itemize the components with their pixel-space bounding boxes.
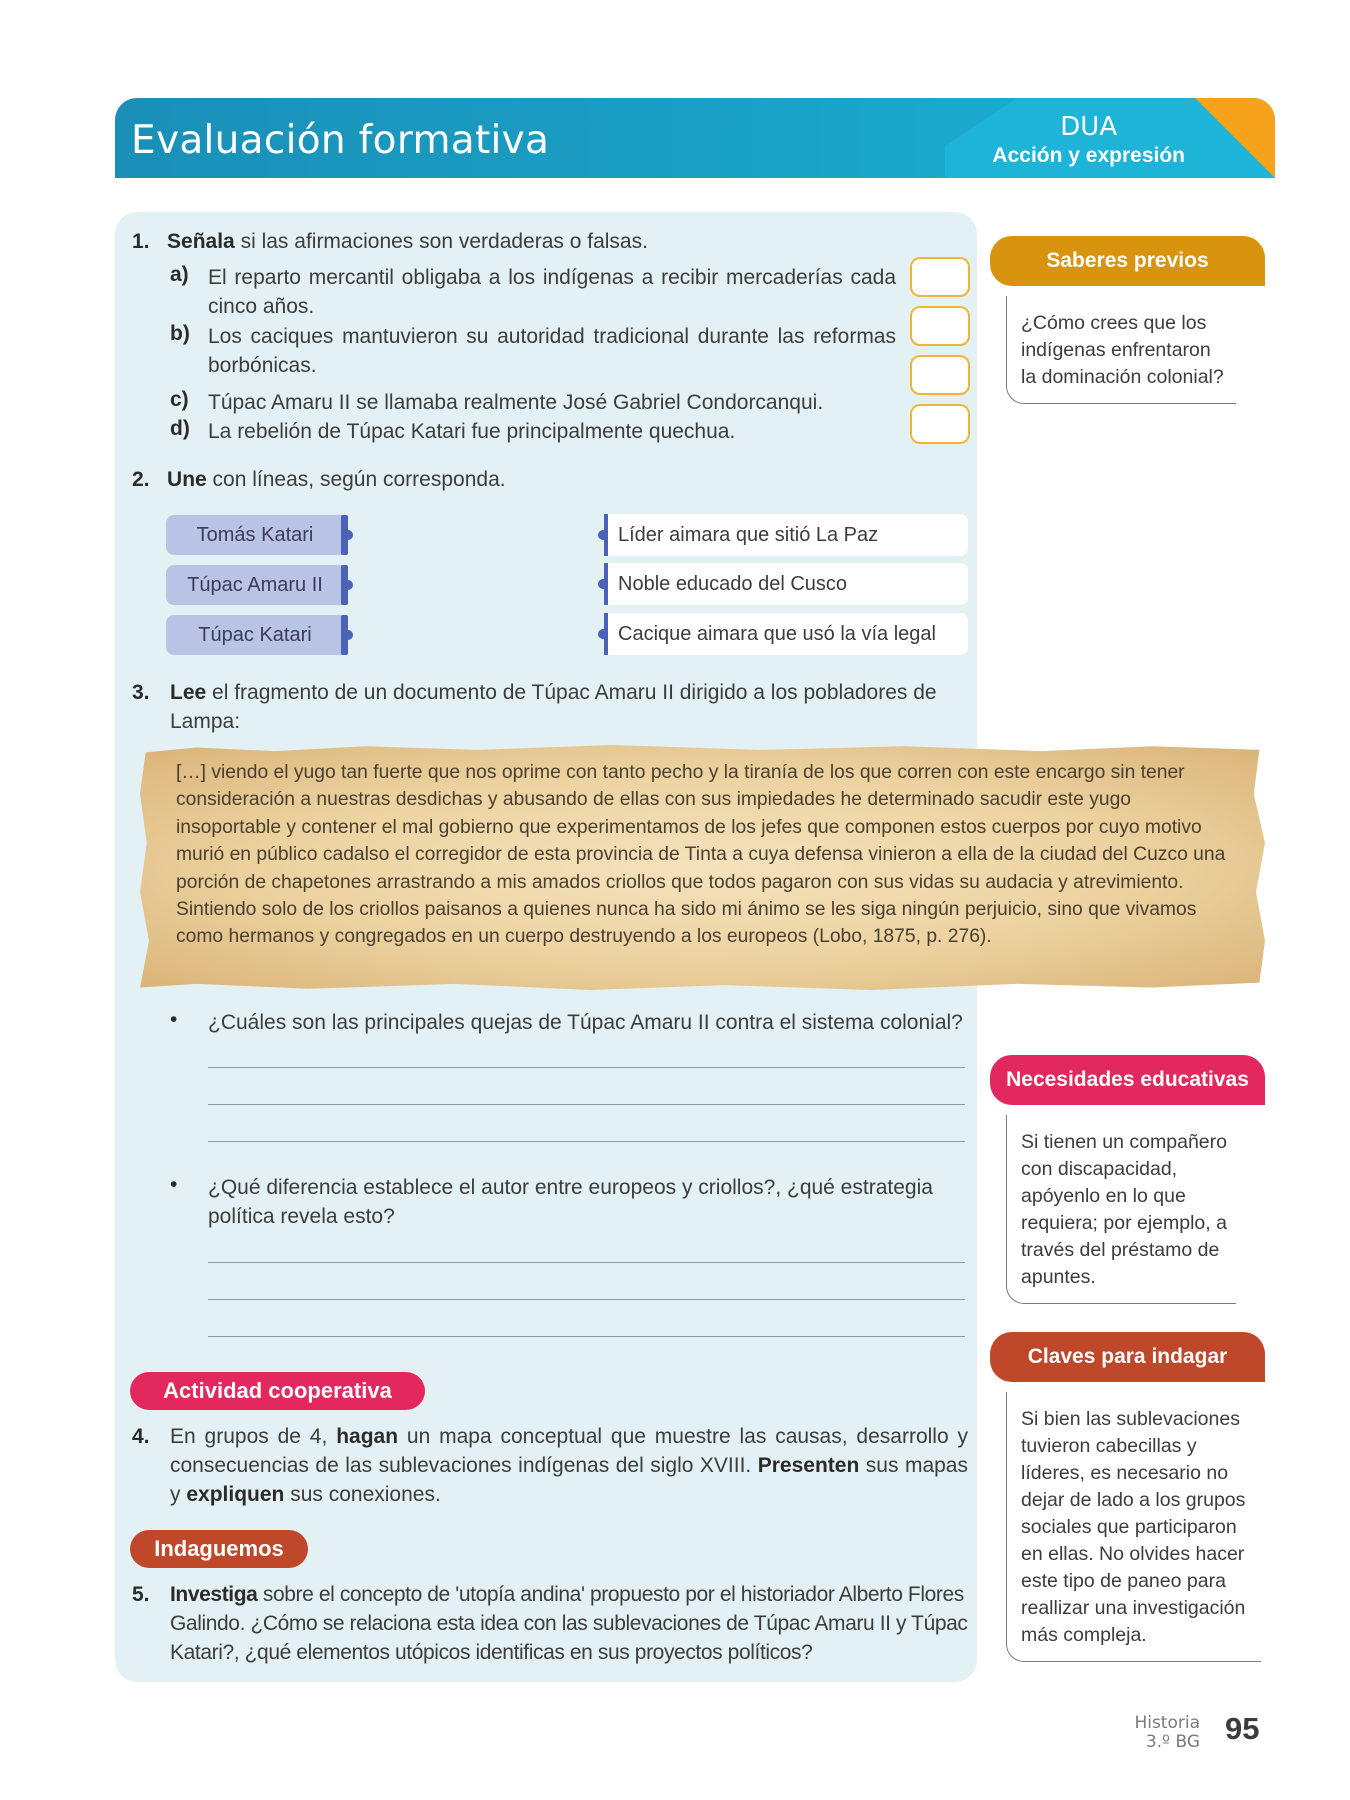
q1a-text: El reparto mercantil obligaba a los indígenas a recibir mercaderías cada cinco años.: [208, 266, 896, 318]
q1d-letter: d): [170, 417, 190, 440]
necesidades-educativas-title: Necesidades educativas: [990, 1055, 1265, 1105]
answer-line[interactable]: [208, 1299, 965, 1300]
q4-text-4: sus conexiones.: [284, 1483, 441, 1506]
match-left-1-label: Tomás Katari: [196, 524, 314, 546]
answer-line[interactable]: [208, 1336, 965, 1337]
page-number: 95: [1225, 1711, 1260, 1746]
answer-box-c[interactable]: [910, 355, 970, 395]
match-left-2-label: Túpac Amaru II: [187, 574, 323, 596]
claves-para-indagar-box: [990, 1332, 1265, 1662]
answer-line[interactable]: [208, 1067, 965, 1068]
q3-question-1: ¿Cuáles son las principales quejas de Túpac Amaru II contra el sistema colonial?: [208, 1011, 963, 1034]
dua-badge: [992, 112, 1185, 168]
bullet-1: •: [170, 1008, 178, 1031]
section-header: [115, 98, 1275, 178]
q4-text-1: En grupos de 4,: [170, 1425, 337, 1448]
claves-para-indagar-title: Claves para indagar: [990, 1332, 1265, 1382]
answer-box-b[interactable]: [910, 306, 970, 346]
match-left-1[interactable]: [166, 515, 344, 555]
match-right-2[interactable]: [604, 563, 968, 605]
q2-verb: Une: [167, 468, 207, 491]
q4-verb-2: Presenten: [757, 1454, 860, 1477]
q2-number: 2.: [132, 468, 150, 491]
q1c-letter: c): [170, 388, 189, 411]
connector-dot[interactable]: [598, 530, 608, 540]
connector-dot[interactable]: [343, 580, 353, 590]
saberes-previos-title: Saberes previos: [990, 236, 1265, 286]
q4-verb-1: hagan: [336, 1425, 399, 1448]
q5-verb: Investiga: [170, 1583, 258, 1606]
indaguemos-label: Indaguemos: [130, 1530, 308, 1568]
saberes-previos-text: ¿Cómo crees que los indígenas enfrentaron la dominación colonial?: [1006, 296, 1236, 404]
match-right-3-label: Cacique aimara que usó la vía legal: [618, 623, 936, 645]
match-right-1-label: Líder aimara que sitió La Paz: [618, 524, 879, 546]
q1a-letter: a): [170, 263, 189, 286]
q2-prompt: [132, 465, 932, 494]
q4-text-3: sus mapas y: [170, 1454, 968, 1506]
page-title: Evaluación formativa: [131, 118, 550, 163]
q2-rest: con líneas, según corresponda.: [206, 468, 506, 491]
q3-prompt: [132, 678, 968, 736]
match-left-2[interactable]: [166, 565, 344, 605]
match-right-3[interactable]: [604, 613, 968, 655]
answer-line[interactable]: [208, 1141, 965, 1142]
bullet-2: •: [170, 1173, 178, 1196]
match-left-3[interactable]: [166, 615, 344, 655]
match-left-3-label: Túpac Katari: [198, 624, 312, 646]
claves-para-indagar-text: Si bien las sublevaciones tuvieron cabecillas y líderes, es necesario no dejar de lado a los grupos sociales que participaron en ellas. No olvides hacer este tipo de paneo para reallizar una investigación más compleja.: [1006, 1392, 1261, 1662]
q1-number: 1.: [132, 230, 150, 253]
necesidades-educativas-box: [990, 1055, 1265, 1304]
answer-line[interactable]: [208, 1262, 965, 1263]
answer-box-a[interactable]: [910, 257, 970, 297]
connector-dot[interactable]: [343, 530, 353, 540]
q1-prompt: [132, 227, 932, 256]
q1d-text: La rebelión de Túpac Katari fue principalmente quechua.: [208, 420, 736, 443]
q1b-letter: b): [170, 322, 190, 345]
q3-rest: el fragmento de un documento de Túpac Amaru II dirigido a los pobladores de Lampa:: [170, 681, 937, 733]
document-quote: […] viendo el yugo tan fuerte que nos oprime con tanto pecho y la tiranía de los que corren con este encargo sin tener consideración a nuestras desdichas y abusando de ellas con sus impiedades he determinado sacudir este yugo insoportable y contener el mal gobierno que experimentamos de los jefes que componen estos cuerpos por cuyo motivo murió en público cadalso el corregidor de esta provincia de Tinta a cuya defensa vinieron a ella de la ciudad del Cuzco una porción de chapetones arrastrando a mis amados criollos que todos pagaron con sus vidas su audacia y atrevimiento. Sintiendo solo de los criollos paisanos a quienes nunca ha sido mi ánimo se les siga ningún perjuicio, sino que vivamos como hermanos y congregados en un cuerpo destruyendo a los europeos (Lobo, 1875, p. 276).: [176, 762, 1226, 948]
dua-subtitle: Acción y expresión: [992, 144, 1185, 167]
necesidades-educativas-text: Si tienen un compañero con discapacidad, apóyenlo en lo que requiera; por ejemplo, a través del préstamo de apuntes.: [1006, 1115, 1236, 1304]
q1c-text: Túpac Amaru II se llamaba realmente José Gabriel Condorcanqui.: [208, 391, 824, 414]
answer-line[interactable]: [208, 1104, 965, 1105]
q3-question-2: ¿Qué diferencia establece el autor entre europeos y criollos?, ¿qué estrategia política revela esto?: [208, 1176, 933, 1228]
q5-prompt: [132, 1580, 968, 1667]
q1b-text: Los caciques mantuvieron su autoridad tradicional durante las reformas borbónicas.: [208, 325, 896, 377]
footer-subject: [1110, 1714, 1200, 1752]
saberes-previos-box: [990, 236, 1265, 404]
answer-box-d[interactable]: [910, 404, 970, 444]
connector-dot[interactable]: [343, 630, 353, 640]
match-right-1[interactable]: [604, 514, 968, 556]
cooperative-activity-label: Actividad cooperativa: [130, 1372, 425, 1410]
q5-number: 5.: [132, 1583, 150, 1606]
footer-subject-name: Historia: [1134, 1713, 1200, 1733]
q4-verb-3: expliquen: [186, 1483, 285, 1506]
q5-rest: sobre el concepto de 'utopía andina' propuesto por el historiador Alberto Flores Galindo. ¿Cómo se relaciona esta idea con las sublevaciones de Túpac Amaru II y Túpac Katari?, ¿qué elementos utópicos identificas en sus proyectos políticos?: [170, 1583, 968, 1664]
q4-text-2: un mapa conceptual que muestre las causas, desarrollo y consecuencias de las sublevaciones indígenas del siglo XVIII.: [170, 1425, 968, 1477]
match-right-2-label: Noble educado del Cusco: [618, 573, 848, 595]
q1-rest: si las afirmaciones son verdaderas o falsas.: [234, 230, 648, 253]
q1-verb: Señala: [167, 230, 235, 253]
footer-grade: 3.º BG: [1145, 1732, 1200, 1752]
dua-label: DUA: [1060, 112, 1118, 142]
q4-prompt: [132, 1422, 968, 1509]
q3-verb: Lee: [170, 681, 207, 704]
q4-number: 4.: [132, 1425, 150, 1448]
q3-number: 3.: [132, 681, 150, 704]
connector-dot[interactable]: [598, 629, 608, 639]
connector-dot[interactable]: [598, 579, 608, 589]
